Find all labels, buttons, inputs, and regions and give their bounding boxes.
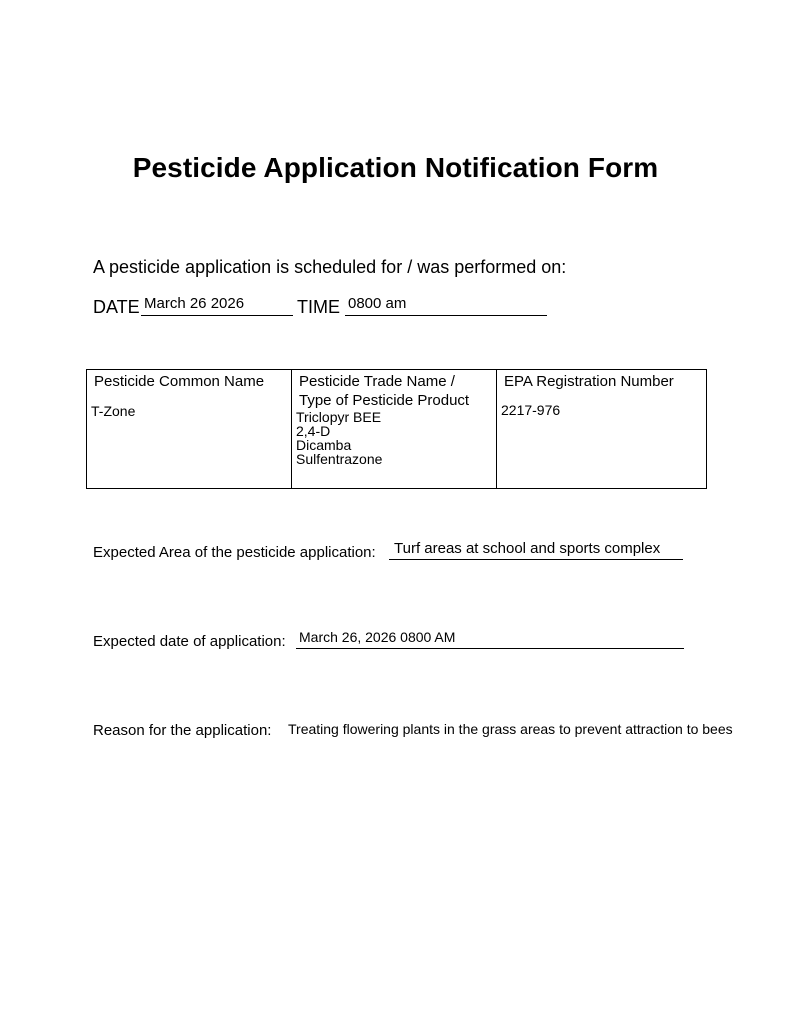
trade-name-3[interactable]: Dicamba [296, 437, 352, 453]
time-underline [345, 315, 547, 316]
epa-number-value[interactable]: 2217-976 [501, 402, 561, 418]
area-field[interactable]: Turf areas at school and sports complex [394, 540, 661, 557]
trade-name-2[interactable]: 2,4-D [296, 423, 331, 439]
date-underline [141, 315, 293, 316]
common-name-cell [87, 370, 292, 489]
area-underline [389, 559, 683, 560]
trade-name-1[interactable]: Triclopyr BEE [296, 409, 382, 425]
intro-text: A pesticide application is scheduled for / was performed on: [93, 257, 567, 277]
expected-date-field[interactable]: March 26, 2026 0800 AM [299, 629, 456, 645]
form-title: Pesticide Application Notification Form [132, 152, 659, 183]
header-product-type: Type of Pesticide Product [299, 392, 470, 409]
trade-name-4[interactable]: Sulfentrazone [296, 451, 383, 467]
table-row [87, 370, 707, 489]
expected-date-underline [296, 648, 684, 649]
common-name-value[interactable]: T-Zone [91, 403, 136, 419]
epa-number-cell [497, 370, 707, 489]
area-label: Expected Area of the pesticide application: [93, 544, 376, 561]
time-label: TIME [297, 297, 340, 317]
date-field[interactable]: March 26 2026 [144, 295, 245, 312]
trade-name-cell [292, 370, 497, 489]
time-field[interactable]: 0800 am [348, 295, 407, 312]
date-label: DATE [93, 297, 140, 317]
header-epa-number: EPA Registration Number [504, 373, 674, 390]
reason-label: Reason for the application: [93, 722, 272, 739]
reason-field[interactable]: Treating flowering plants in the grass areas to prevent attraction to bees [288, 721, 733, 737]
pesticide-table [86, 369, 707, 489]
header-trade-name: Pesticide Trade Name / [299, 373, 455, 390]
header-common-name: Pesticide Common Name [94, 373, 265, 390]
expected-date-label: Expected date of application: [93, 633, 286, 650]
